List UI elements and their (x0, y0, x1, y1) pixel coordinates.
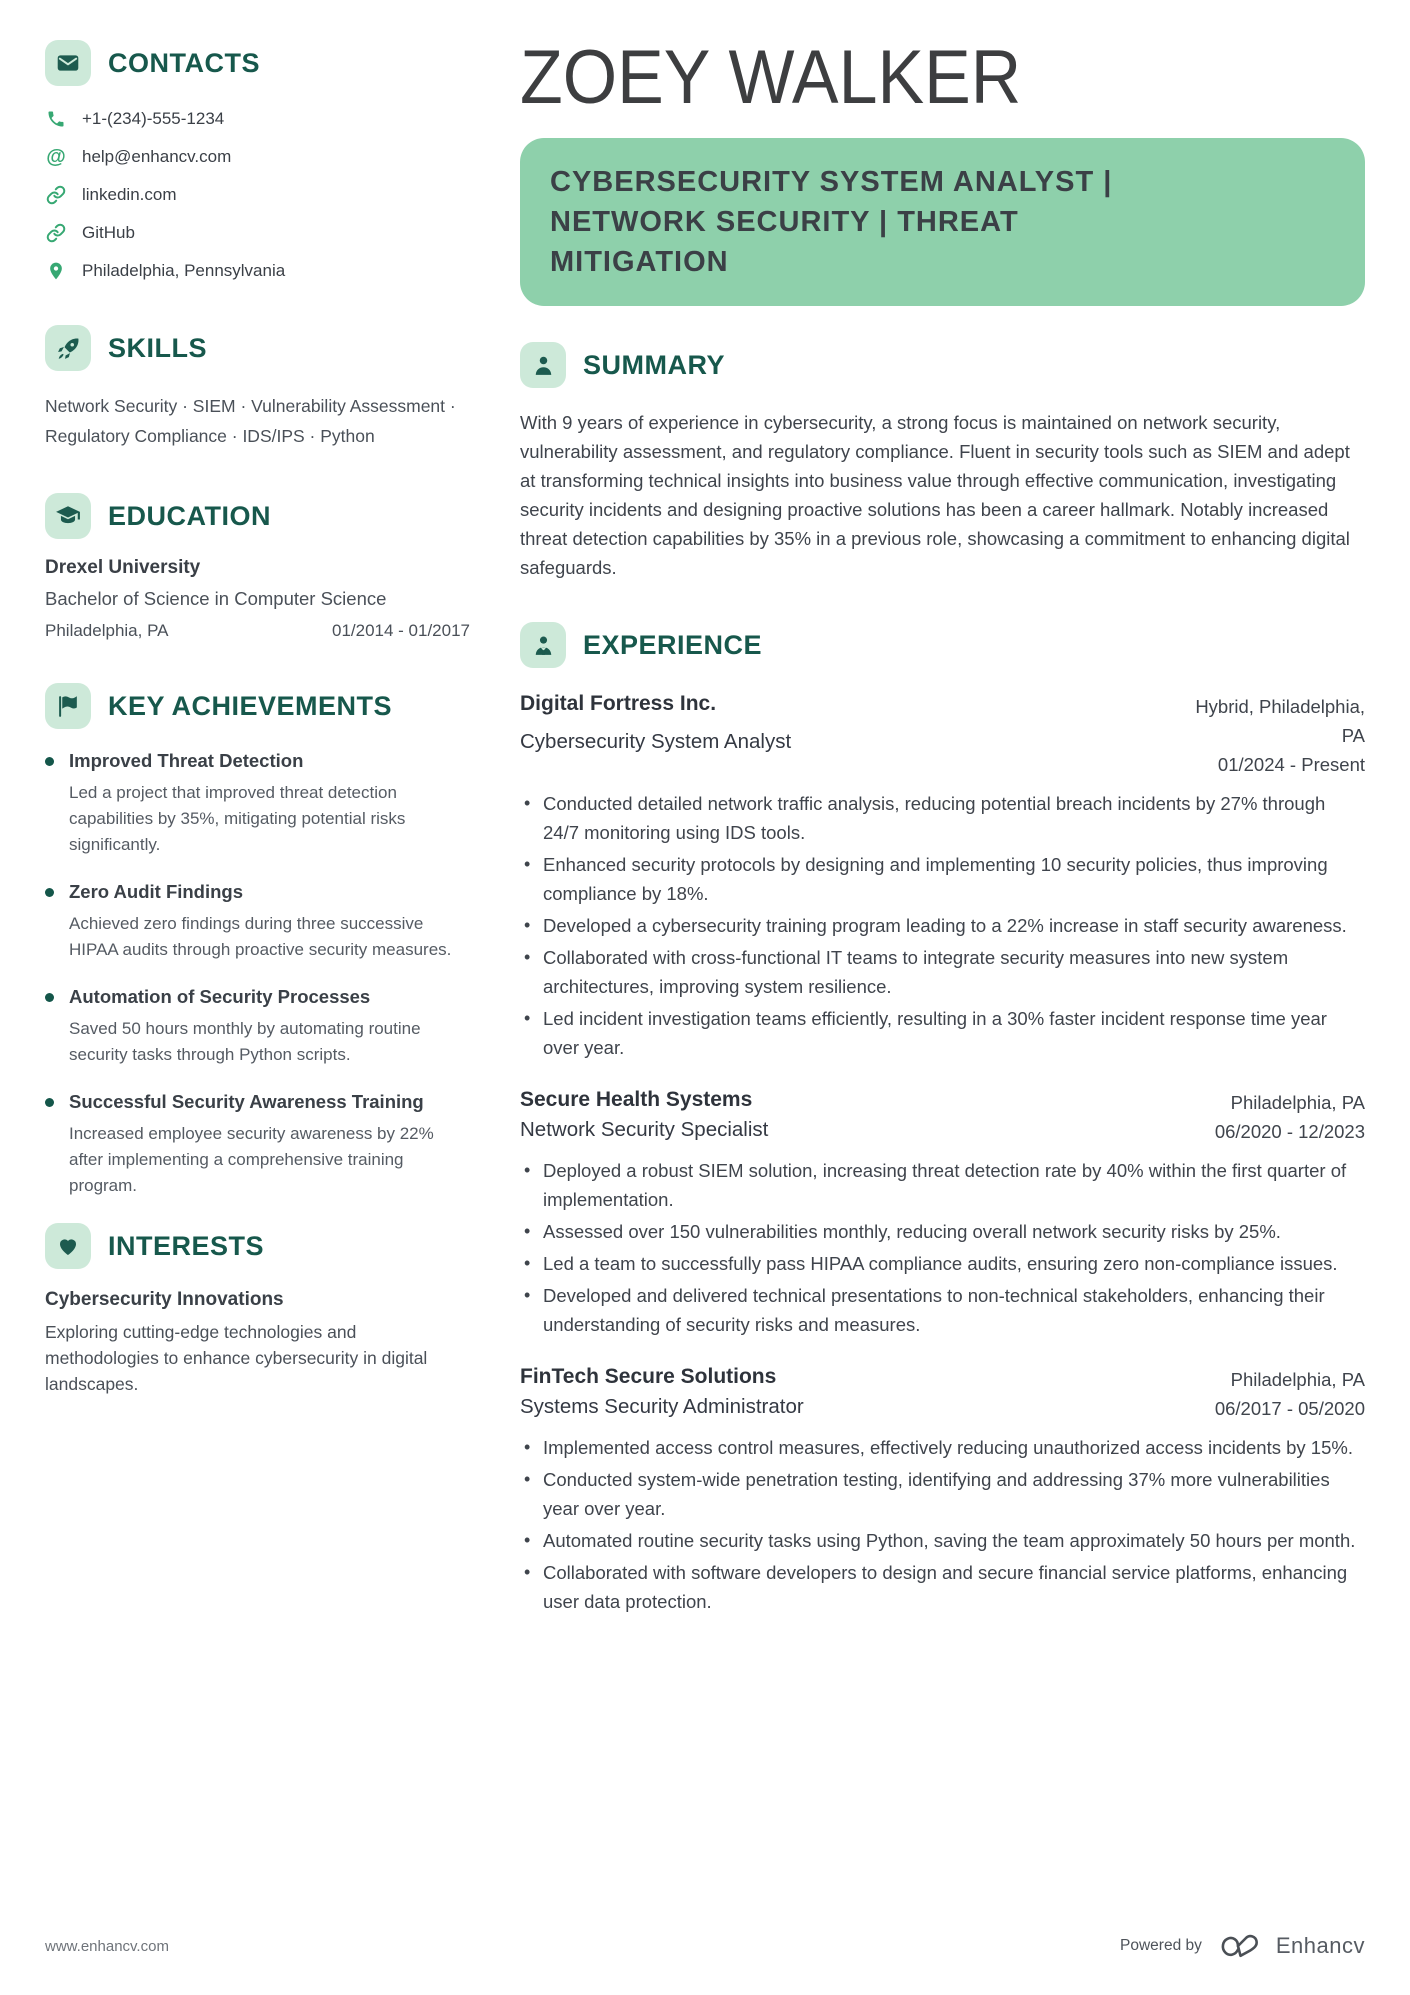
job-bullet: • Developed and delivered technical presentations to non-technical stakeholders, enhancing their understanding of security risks and measures. (520, 1281, 1365, 1339)
achievement-item (45, 1090, 470, 1199)
job-bullet: • Enhanced security protocols by designing and implementing 10 security policies, thus improving compliance by 18%. (520, 850, 1365, 908)
interests-section-heading (45, 1223, 470, 1269)
job-dates: 06/2017 - 05/2020 (1214, 1398, 1365, 1419)
job-bullet: • Conducted detailed network traffic analysis, reducing potential breach incidents by 27% through 24/7 monitoring using IDS tools. (520, 789, 1365, 847)
contact-linkedin[interactable] (45, 182, 470, 207)
bullet-dot-icon (45, 888, 54, 897)
interest-description: Exploring cutting-edge technologies and methodologies to enhance cybersecurity in digital landscapes. (45, 1322, 428, 1394)
skills-list-text: Network Security · SIEM · Vulnerability Assessment · Regulatory Compliance · IDS/IPS · Python (45, 396, 456, 446)
job-bullet: • Collaborated with cross-functional IT teams to integrate security measures into new system architectures, improving system resilience. (520, 943, 1365, 1001)
job-entry (520, 1088, 1365, 1339)
job-bullet: • Led a team to successfully pass HIPAA compliance audits, ensuring zero non-compliance issues. (520, 1249, 1365, 1278)
job-bullet: • Conducted system-wide penetration testing, identifying and addressing 37% more vulnerabilities year over year. (520, 1465, 1365, 1523)
powered-by-block (1120, 1933, 1365, 1959)
rocket-icon (45, 325, 91, 371)
contact-location (45, 258, 470, 283)
website-link[interactable]: www.enhancv.com (45, 1937, 169, 1955)
location-pin-icon (45, 260, 67, 282)
achievement-item (45, 880, 470, 963)
key-achievements-title: KEY ACHIEVEMENTS (108, 690, 393, 721)
job-bullet: • Implemented access control measures, effectively reducing unauthorized access incidents by 15%. (520, 1433, 1365, 1462)
bullet-dot-icon (45, 993, 54, 1002)
powered-by-label: Powered by (1120, 1937, 1202, 1954)
job-dates: 01/2024 - Present (1217, 754, 1365, 775)
interest-name: Cybersecurity Innovations (45, 1289, 284, 1310)
skills-section-heading (45, 325, 470, 371)
github-label: GitHub (82, 222, 135, 242)
graduation-cap-icon (45, 493, 91, 539)
summary-section-heading (520, 342, 1365, 388)
email-address: help@enhancv.com (82, 146, 232, 166)
achievement-item (45, 749, 470, 858)
education-section-heading (45, 493, 470, 539)
achievement-title: Automation of Security Processes (69, 986, 371, 1007)
job-bullet-list (520, 1156, 1365, 1339)
envelope-icon (45, 40, 91, 86)
summary-paragraph: With 9 years of experience in cybersecurity, a strong focus is maintained on network security, vulnerability assessment, and regulatory compliance. Fluent in security tools such as SIEM and adept at transforming technical insights into business value through effective communication, investigating security incidents and designing proactive solutions has been a career hallmark. Notably increased threat detection capabilities by 35% in a previous role, showcasing a commitment to enhancing digital safeguards. (520, 412, 1350, 578)
job-company: Digital Fortress Inc. (520, 692, 717, 715)
interests-title: INTERESTS (108, 1230, 265, 1261)
achievements-list (45, 749, 470, 1199)
heart-icon (45, 1223, 91, 1269)
job-bullet: • Collaborated with software developers to design and secure financial service platforms, enhancing user data protection. (520, 1558, 1365, 1616)
link-icon (45, 184, 67, 206)
phone-icon (45, 108, 67, 130)
job-location: Hybrid, Philadelphia, PA (1195, 696, 1365, 746)
sidebar (45, 40, 470, 1642)
job-title: Systems Security Administrator (520, 1395, 804, 1418)
person-icon (520, 342, 566, 388)
page-footer (45, 1933, 1365, 1959)
achievement-description: Led a project that improved threat detection capabilities by 35%, mitigating potential risks significantly. (69, 783, 406, 854)
phone-number: +1-(234)-555-1234 (82, 108, 225, 128)
flag-icon (45, 683, 91, 729)
location-text: Philadelphia, Pennsylvania (82, 260, 286, 280)
enhancv-brand-name: Enhancv (1275, 1933, 1365, 1958)
job-bullet: • Developed a cybersecurity training program leading to a 22% increase in staff security awareness. (520, 911, 1365, 940)
main-content (520, 35, 1365, 1642)
contacts-list (45, 106, 470, 283)
education-title: EDUCATION (108, 500, 271, 531)
job-location: Philadelphia, PA (1230, 1369, 1365, 1390)
education-meta (45, 621, 470, 641)
job-bullet-list (520, 789, 1365, 1062)
contacts-title: CONTACTS (108, 47, 260, 78)
headline-text: CYBERSECURITY SYSTEM ANALYST | NETWORK SECURITY | THREAT MITIGATION (550, 166, 1113, 278)
achievement-title: Improved Threat Detection (69, 750, 304, 771)
headline-banner (520, 138, 1365, 306)
bullet-dot-icon (45, 1098, 54, 1107)
key-achievements-section-heading (45, 683, 470, 729)
job-bullet: • Automated routine security tasks using Python, saving the team approximately 50 hours per month. (520, 1526, 1365, 1555)
candidate-name: ZOEY WALKER (520, 35, 1022, 120)
achievement-description: Achieved zero findings during three successive HIPAA audits through proactive security measures. (69, 914, 452, 959)
achievement-item (45, 985, 470, 1068)
experience-list (520, 692, 1365, 1616)
contacts-section-heading (45, 40, 470, 86)
job-bullet-list (520, 1433, 1365, 1616)
contact-github[interactable] (45, 220, 470, 245)
linkedin-url: linkedin.com (82, 184, 177, 204)
bullet-dot-icon (45, 757, 54, 766)
experience-title: EXPERIENCE (583, 629, 763, 660)
achievement-description: Saved 50 hours monthly by automating routine security tasks through Python scripts. (69, 1019, 421, 1064)
job-dates: 06/2020 - 12/2023 (1214, 1121, 1365, 1142)
job-location: Philadelphia, PA (1230, 1092, 1365, 1113)
job-bullet: • Deployed a robust SIEM solution, increasing threat detection rate by 40% within the first quarter of implementation. (520, 1156, 1365, 1214)
job-company: Secure Health Systems (520, 1088, 753, 1111)
skills-title: SKILLS (108, 332, 208, 363)
summary-title: SUMMARY (583, 349, 725, 380)
job-company: FinTech Secure Solutions (520, 1365, 777, 1388)
experience-section-heading (520, 622, 1365, 668)
achievement-description: Increased employee security awareness by 22% after implementing a comprehensive training program. (69, 1124, 434, 1195)
achievement-title: Zero Audit Findings (69, 881, 244, 902)
job-entry (520, 692, 1365, 1062)
enhancv-logo-icon (1216, 1933, 1262, 1959)
job-title: Cybersecurity System Analyst (520, 730, 792, 753)
job-bullet: • Assessed over 150 vulnerabilities monthly, reducing overall network security risks by 25%. (520, 1217, 1365, 1246)
education-school: Drexel University (45, 557, 201, 578)
at-icon: @ (46, 145, 66, 168)
job-entry (520, 1365, 1365, 1616)
education-dates: 01/2014 - 01/2017 (331, 621, 470, 640)
education-location: Philadelphia, PA (45, 621, 169, 640)
link-icon (45, 222, 67, 244)
education-degree: Bachelor of Science in Computer Science (45, 588, 387, 609)
person-briefcase-icon (520, 622, 566, 668)
job-title: Network Security Specialist (520, 1118, 769, 1141)
job-bullet: • Led incident investigation teams efficiently, resulting in a 30% faster incident response time year over year. (520, 1004, 1365, 1062)
contact-email[interactable] (45, 144, 470, 169)
contact-phone (45, 106, 470, 131)
achievement-title: Successful Security Awareness Training (69, 1091, 424, 1112)
